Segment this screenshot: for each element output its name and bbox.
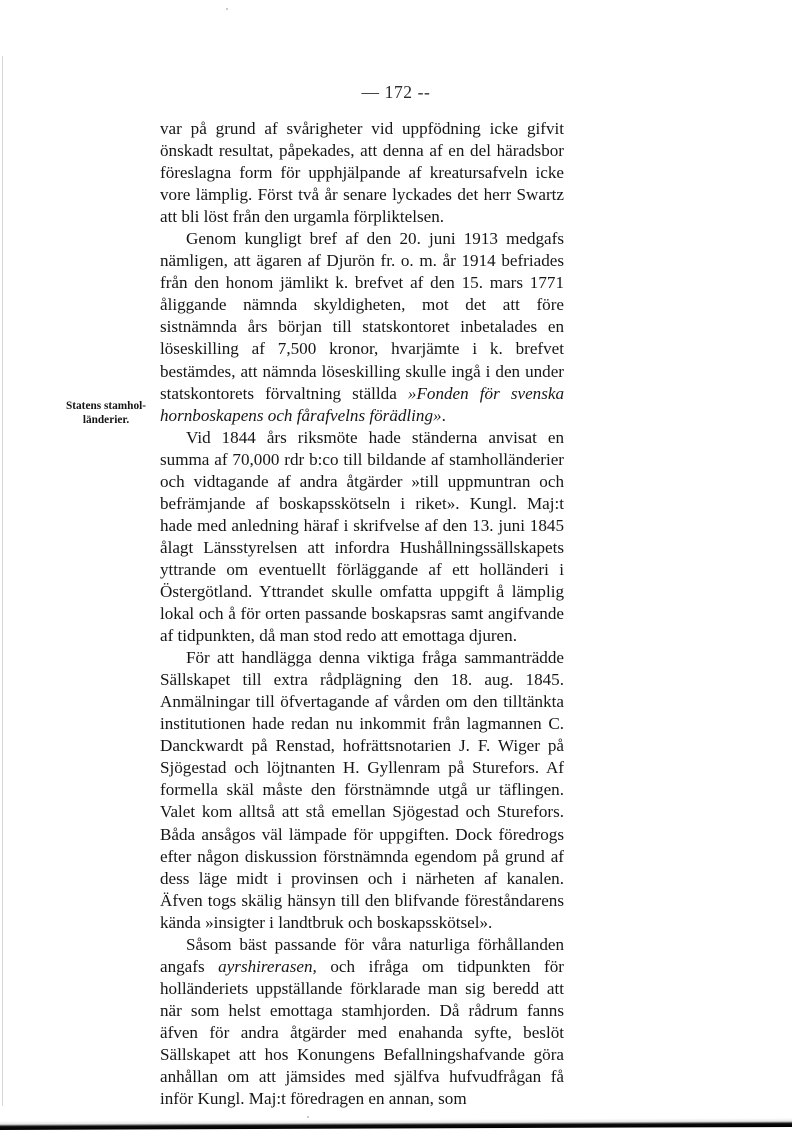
paragraph-2-text-before-italic: Genom kungligt bref af den 20. juni 1913 medgafs nämligen, att ägaren af Djurön fr. o. m. år 1914 befriades från den honom jämlikt k. brefvet af den 15. mars 1771 åliggande nämnda skyldigheten, mot det att före sistnämnda års början till statskontoret inbetalades en löseskilling af 7,500 kronor, hvarjämte i k. brefvet bestämdes, att nämnda löseskilling skulle ingå i den under statskontorets förvaltning ställda — [160, 229, 564, 403]
body-text-column — [160, 118, 564, 1110]
paragraph-3-text: Vid 1844 års riksmöte hade ständerna anvisat en summa af 70,000 rdr b:co till bildande af stamholländerier och vidtagande af andra åtgärder »till uppmuntran och befrämjande af boskapsskötseln i riket». Kungl. Maj:t hade med anledning häraf i skrifvelse af den 13. juni 1845 ålagt Länsstyrelsen att infordra Hushållningssällskapets yttrande om eventuellt förläggande af ett holländeri i Östergötland. Yttrandet skulle omfatta uppgift å lämplig lokal och å för orten passande boskapsras samt angifvande af tidpunkten, då man stod redo att emottaga djuren. — [160, 427, 564, 646]
marginal-note-statens-stamhollanderier: Statens stamhol- länderier. — [65, 400, 147, 426]
scan-speck — [307, 1116, 309, 1118]
page-folio: — 172 -- — [361, 82, 431, 102]
paragraph-1-text: var på grund af svårigheter vid uppfödning icke gifvit önskadt resultat, påpekades, att denna af en del häradsbor föreslagna form för upphjälpande af kreatursafveln icke vore lämplig. Först två år senare lyckades det herr Swartz att bli löst från den urgamla förpliktelsen. — [160, 119, 564, 227]
paragraph-3 — [160, 427, 564, 647]
paragraph-5-text-after-italic: och ifråga om tidpunkten för holländeriets uppställande förklarade man sig beredd att när som helst emottaga stamhjorden. Då rådrum fanns äfven för andra åtgärder med enahanda syfte, beslöt Sällskapet att hos Konungens Befallningshafvande göra anhållan om att jämsides med själfva hufvudfrågan få inför Kungl. Maj:t föredragen en annan, som — [160, 956, 564, 1109]
paragraph-2-italic-fund-name: »Fonden för svenska hornboskapens och fårafvelns förädling» — [160, 383, 564, 425]
paragraph-5 — [160, 934, 564, 1110]
scan-bottom-edge — [0, 1118, 792, 1130]
paragraph-5-text-before-italic: Såsom bäst passande för våra naturliga förhållanden angafs — [160, 934, 564, 976]
paragraph-4-text: För att handlägga denna viktiga fråga sammanträdde Sällskapet till extra rådplägning den 18. aug. 1845. Anmälningar till öfvertagande af vården om den tilltänkta institutionen hade redan nu inkommit från lagmannen C. Danckwardt på Renstad, hofrättsnotarien J. F. Wiger på Sjögestad och löjtnanten H. Gyllenram på Sturefors. Af formella skäl måste den förstnämnde utgå ur täflingen. Valet kom alltså att stå emellan Sjögestad och Sturefors. Båda ansågos väl lämpade för uppgiften. Dock föredrogs efter någon diskussion förstnämnda egendom på grund af dess läge midt i provinsen och i närheten af kanalen. Äfven togs skälig hänsyn till den blifvande föreståndarens kända »insigter i landtbruk och boskapsskötsel». — [160, 648, 564, 932]
paragraph-2-text-after-italic: . — [441, 405, 446, 425]
paragraph-5-italic-breed-name: ayrshirerasen, — [218, 956, 317, 976]
paragraph-1 — [160, 118, 564, 228]
paragraph-2 — [160, 228, 564, 426]
scan-speck — [226, 8, 228, 10]
paragraph-4 — [160, 647, 564, 934]
scan-gutter-line — [2, 56, 3, 1106]
